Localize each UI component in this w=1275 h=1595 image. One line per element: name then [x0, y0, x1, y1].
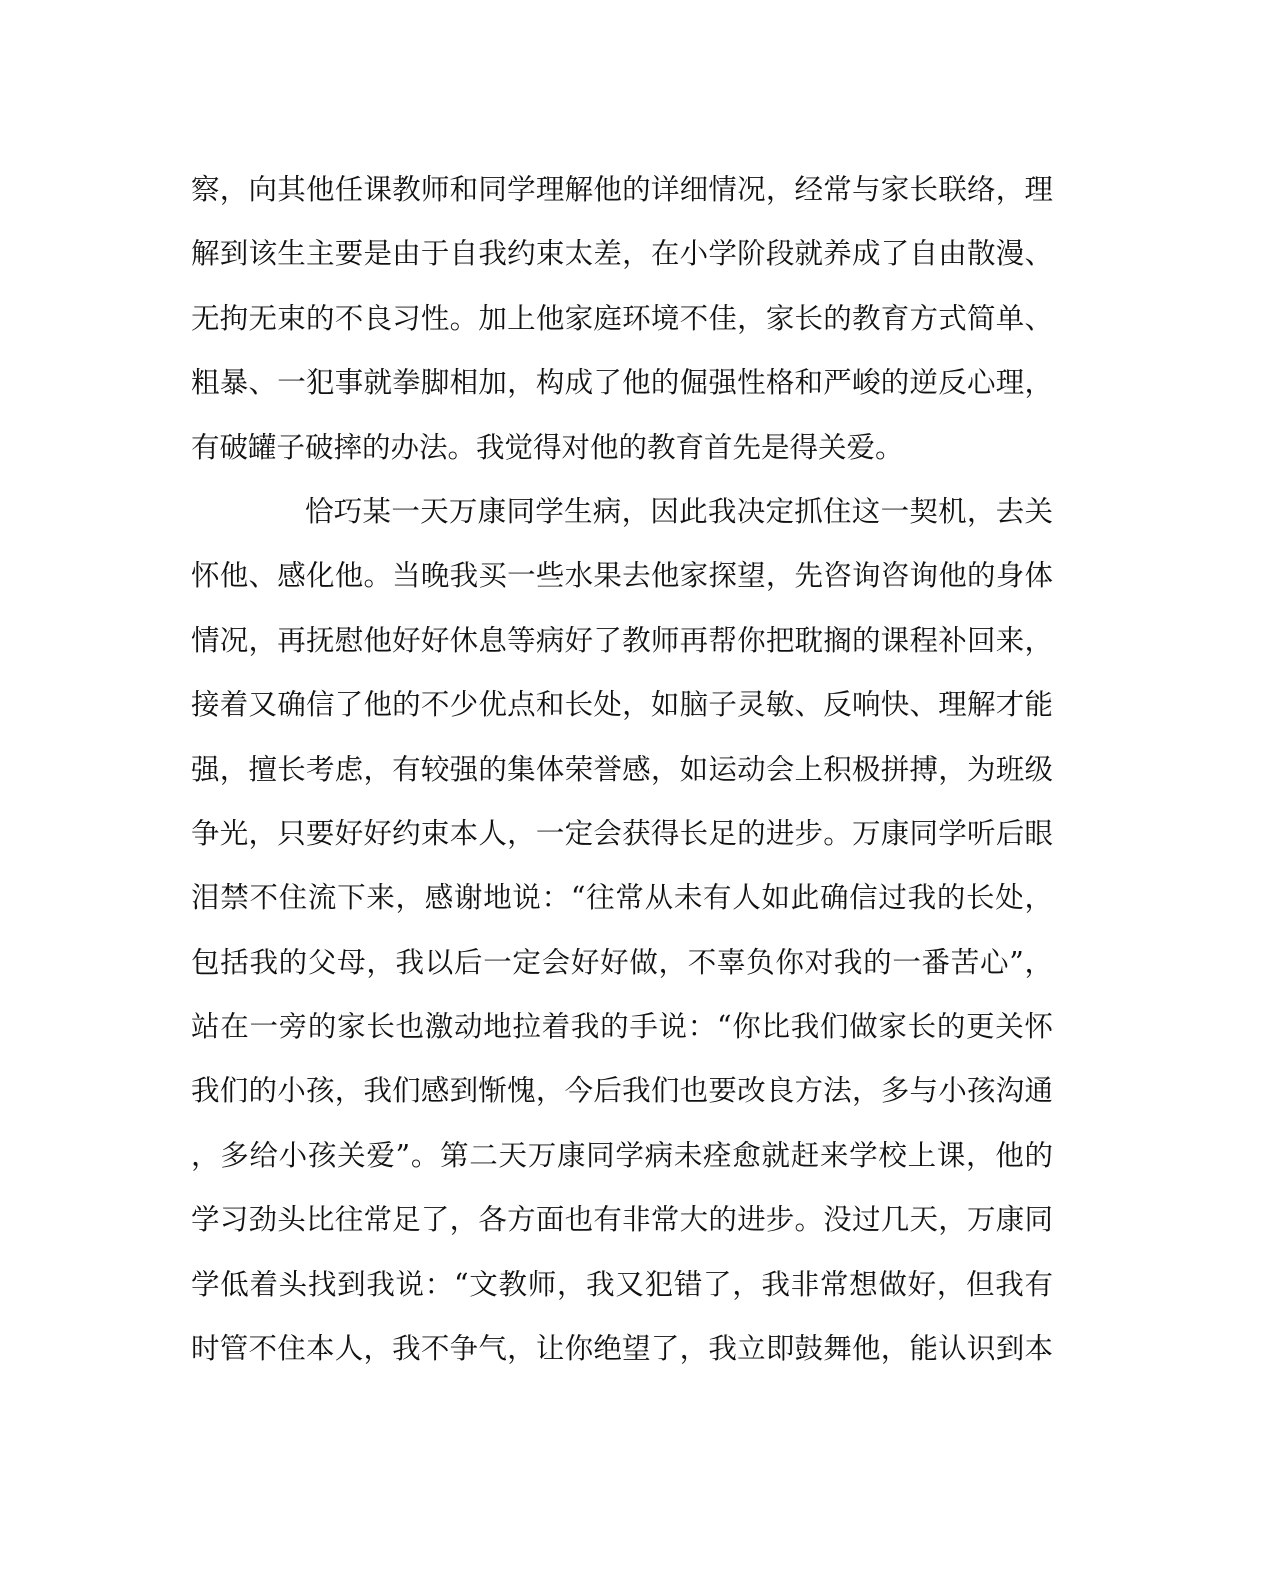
text-line: 争光，只要好好约束本人，一定会获得长足的进步。万康同学听后眼	[191, 816, 1053, 850]
paragraph-first-line: 恰巧某一天万康同学生病，因此我决定抓住这一契机，去关	[305, 494, 1053, 528]
text-line: 包括我的父母，我以后一定会好好做，不辜负你对我的一番苦心”，	[191, 945, 1053, 979]
text-line: 泪禁不住流下来，感谢地说：“往常从未有人如此确信过我的长处，	[191, 881, 1053, 915]
text-line: 粗暴、一犯事就拳脚相加，构成了他的倔强性格和严峻的逆反心理，	[191, 366, 1053, 400]
text-line: 有破罐子破摔的办法。我觉得对他的教育首先是得关爱。	[191, 430, 904, 464]
body-text	[191, 158, 1053, 1381]
text-line: 怀他、感化他。当晚我买一些水果去他家探望，先咨询咨询他的身体	[191, 559, 1053, 593]
text-line: 站在一旁的家长也激动地拉着我的手说：“你比我们做家长的更关怀	[191, 1010, 1053, 1044]
text-line: 解到该生主要是由于自我约束太差，在小学阶段就养成了自由散漫、	[191, 237, 1053, 271]
text-line: 学低着头找到我说：“文教师，我又犯错了，我非常想做好，但我有	[191, 1267, 1053, 1301]
text-line: 接着又确信了他的不少优点和长处，如脑子灵敏、反响快、理解才能	[191, 688, 1053, 722]
text-line: ，多给小孩关爱”。第二天万康同学病未痊愈就赶来学校上课，他的	[191, 1138, 1053, 1172]
text-line: 我们的小孩，我们感到惭愧，今后我们也要改良方法，多与小孩沟通	[191, 1074, 1053, 1108]
text-line: 情况，再抚慰他好好休息等病好了教师再帮你把耽搁的课程补回来，	[191, 623, 1053, 657]
text-line: 察，向其他任课教师和同学理解他的详细情况，经常与家长联络，理	[191, 173, 1053, 206]
text-line: 学习劲头比往常足了，各方面也有非常大的进步。没过几天，万康同	[191, 1203, 1053, 1237]
text-line: 强，擅长考虑，有较强的集体荣誉感，如运动会上积极拼搏，为班级	[191, 752, 1053, 786]
text-line: 无拘无束的不良习性。加上他家庭环境不佳，家长的教育方式简单、	[191, 301, 1053, 335]
text-line: 时管不住本人，我不争气，让你绝望了，我立即鼓舞他，能认识到本	[191, 1332, 1053, 1366]
